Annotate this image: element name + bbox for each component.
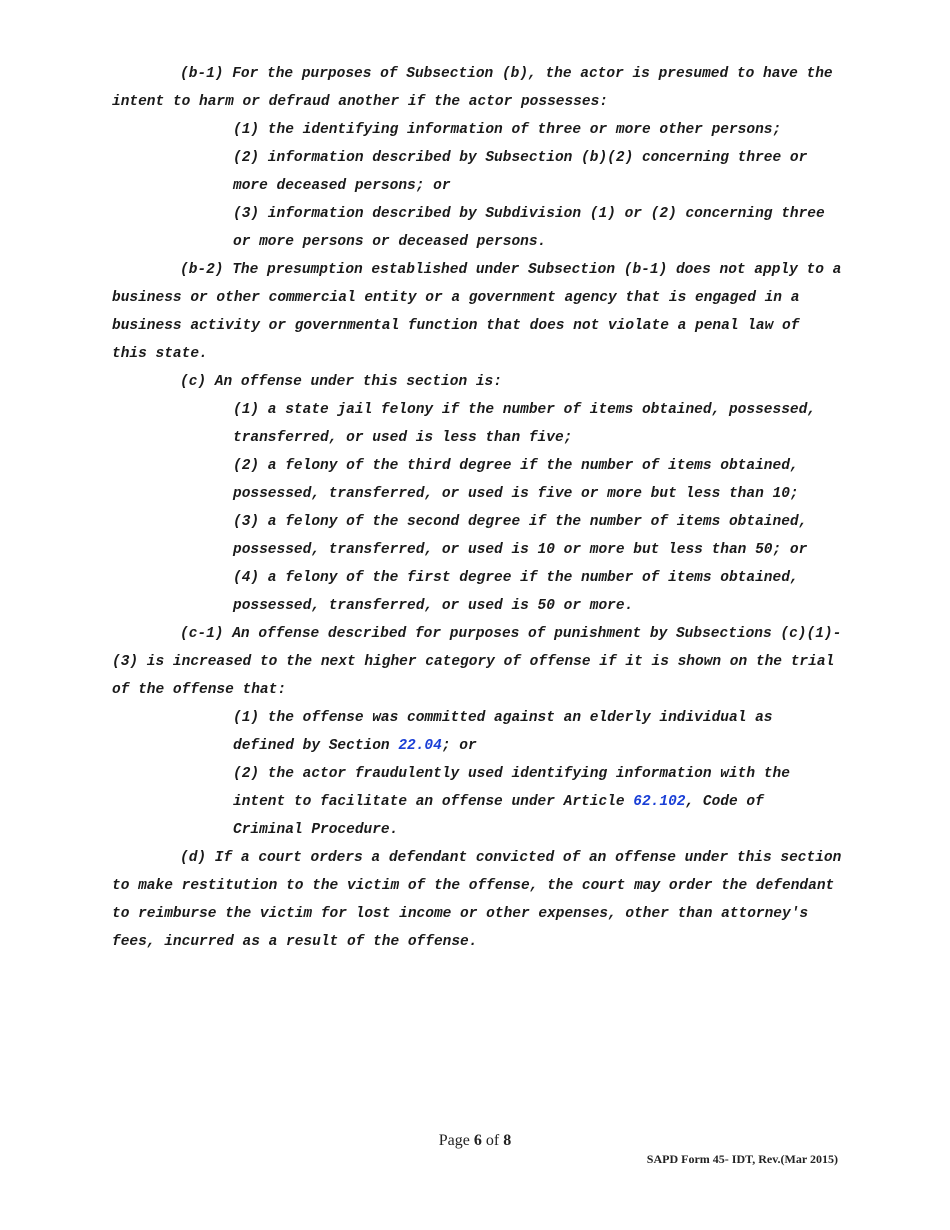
- subparagraph-c-2: (2) a felony of the third degree if the number of items obtained, possessed, transferred, or used is five or more but less than 10;: [233, 458, 799, 502]
- subparagraph-c-1-2: [233, 760, 842, 844]
- page-middle: of: [481, 1132, 504, 1149]
- page-prefix: Page: [438, 1132, 474, 1149]
- article-62-102-link[interactable]: 62.102: [633, 794, 686, 810]
- subparagraph-b-1-3: (3) information described by Subdivision (1) or (2) concerning three or more persons or deceased persons.: [233, 206, 825, 250]
- subparagraph-c-1: (1) a state jail felony if the number of items obtained, possessed, transferred, or used is less than five;: [233, 402, 816, 446]
- subparagraph-b-1-1: (1) the identifying information of three or more other persons;: [233, 122, 782, 138]
- subparagraph-c-1-2-text: (2) the actor fraudulently used identifying information with the intent to facilitate an offense under Article: [233, 766, 790, 810]
- subparagraph-c-1-1-text: (1) the offense was committed against an elderly individual as defined by Section: [233, 710, 773, 754]
- paragraph-d: (d) If a court orders a defendant convicted of an offense under this section to make restitution to the victim of the offense, the court may order the defendant to reimburse the victim for lost income or other expenses, other than attorney's fees, incurred as a result of the offense.: [112, 850, 842, 950]
- document-body: [112, 60, 842, 956]
- page-number: [0, 1132, 950, 1150]
- paragraph-c: (c) An offense under this section is:: [180, 374, 502, 390]
- form-identifier: SAPD Form 45- IDT, Rev.(Mar 2015): [646, 1152, 838, 1166]
- subparagraph-c-1-1-tail: ; or: [441, 738, 477, 754]
- paragraph-c-1: (c-1) An offense described for purposes of punishment by Subsections (c)(1)-(3) is increased to the next higher category of offense if it is shown on the trial of the offense that:: [112, 626, 842, 698]
- subparagraph-c-4: (4) a felony of the first degree if the number of items obtained, possessed, transferred, or used is 50 or more.: [233, 570, 799, 614]
- subparagraph-c-3: (3) a felony of the second degree if the number of items obtained, possessed, transferred, or used is 10 or more but less than 50; or: [233, 514, 808, 558]
- paragraph-b-2: (b-2) The presumption established under Subsection (b-1) does not apply to a business or other commercial entity or a government agency that is engaged in a business activity or governmental function that does not violate a penal law of this state.: [112, 262, 842, 362]
- subparagraph-b-1-2: (2) information described by Subsection (b)(2) concerning three or more deceased persons; or: [233, 150, 808, 194]
- page-total: 8: [503, 1132, 512, 1149]
- subparagraph-c-1-2-tail: , Code of Criminal Procedure.: [233, 794, 764, 838]
- subparagraph-c-1-1: [233, 704, 842, 760]
- page-current: 6: [473, 1132, 482, 1149]
- section-22-04-link[interactable]: 22.04: [398, 738, 442, 754]
- paragraph-b-1: (b-1) For the purposes of Subsection (b), the actor is presumed to have the intent to harm or defraud another if the actor possesses:: [112, 66, 833, 110]
